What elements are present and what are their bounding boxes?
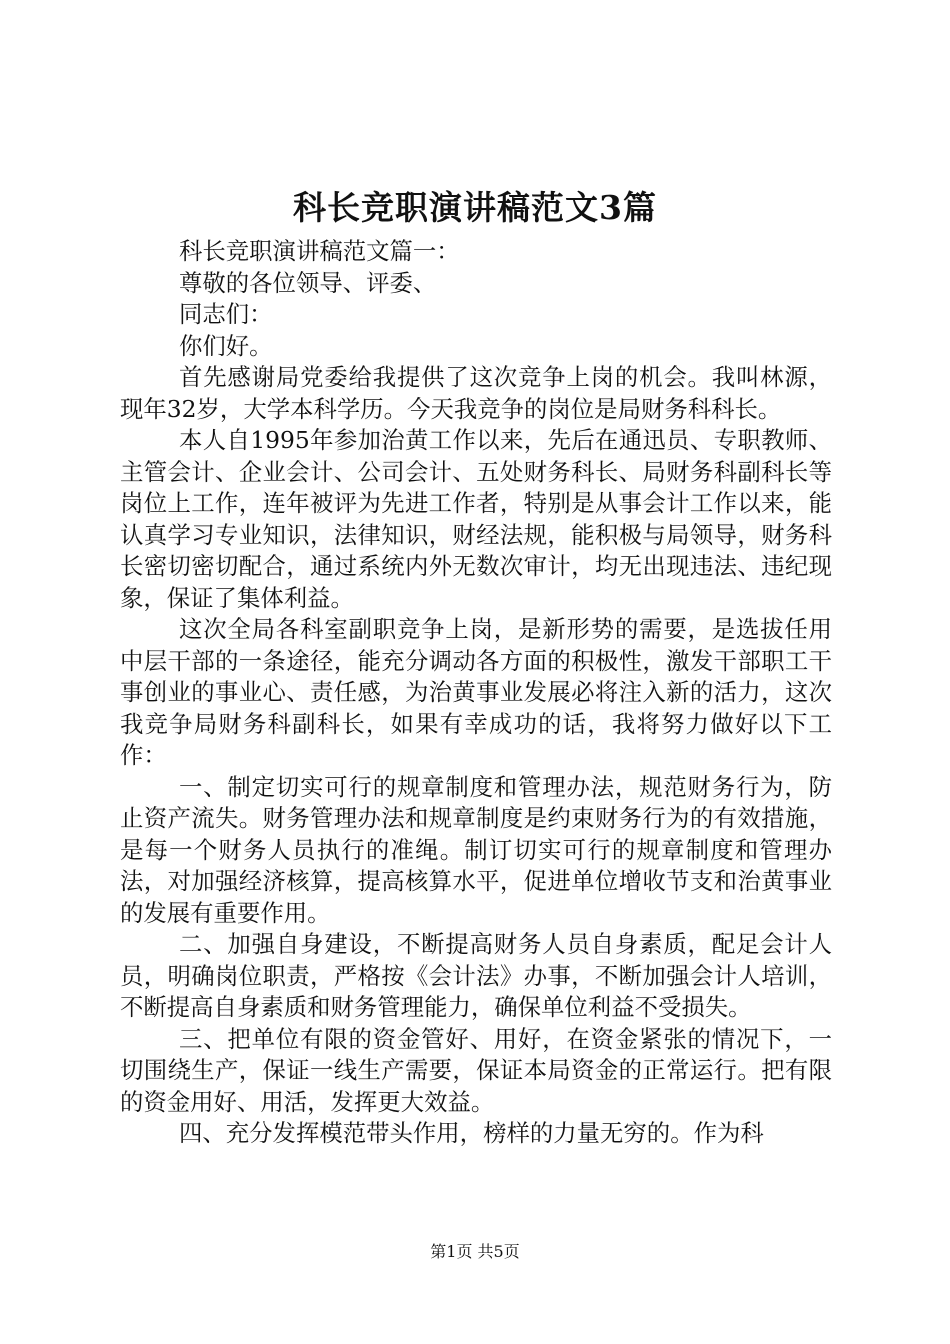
salutation-line: 尊敬的各位领导、评委、 <box>179 268 437 297</box>
document-body <box>120 236 832 1150</box>
document-title: 科长竞职演讲稿范文3篇 <box>293 188 657 227</box>
paragraph: 四、充分发挥模范带头作用，榜样的力量无穷的。作为科 <box>179 1119 764 1147</box>
paragraph: 一、制定切实可行的规章制度和管理办法，规范财务行为，防止资产流失。财务管理办法和规章制度是约束财务行为的有效措施，是每一个财务人员执行的准绳。制订切实可行的规章制度和管理办法，对加强经济核算，提高核算水平，促进单位增收节支和治黄事业的发展有重要作用。 <box>120 772 832 927</box>
paragraph: 二、加强自身建设，不断提高财务人员自身素质，配足会计人员，明确岗位职责，严格按《会计法》办事，不断加强会计人培训，不断提高自身素质和财务管理能力，确保单位利益不受损失。 <box>120 930 832 1021</box>
paragraph: 本人自1995年参加治黄工作以来，先后在通迅员、专职教师、主管会计、企业会计、公司会计、五处财务科长、局财务科副科长等岗位上工作，连年被评为先进工作者，特别是从事会计工作以来，能认真学习专业知识，法律知识，财经法规，能积极与局领导，财务科长密切密切配合，通过系统内外无数次审计，均无出现违法、违纪现象，保证了集体利益。 <box>120 426 832 612</box>
section-heading: 科长竞职演讲稿范文篇一： <box>179 237 460 265</box>
paragraph: 首先感谢局党委给我提供了这次竞争上岗的机会。我叫林源，现年32岁，大学本科学历。今天我竞争的岗位是局财务科科长。 <box>120 363 832 423</box>
paragraph: 三、把单位有限的资金管好、用好，在资金紧张的情况下，一切围绕生产，保证一线生产需要，保证本局资金的正常运行。把有限的资金用好、用活，发挥更大效益。 <box>120 1024 832 1116</box>
greeting-line: 你们好。 <box>179 331 273 360</box>
paragraph: 这次全局各科室副职竞争上岗，是新形势的需要，是选拔任用中层干部的一条途径，能充分调动各方面的积极性，激发干部职工干事创业的事业心、责任感，为治黄事业发展必将注入新的活力，这次我竞争局财务科副科长，如果有幸成功的话，我将努力做好以下工作： <box>120 615 832 769</box>
salutation-line: 同志们： <box>179 300 273 328</box>
page-number-footer: 第1页 共5页 <box>430 1242 520 1261</box>
